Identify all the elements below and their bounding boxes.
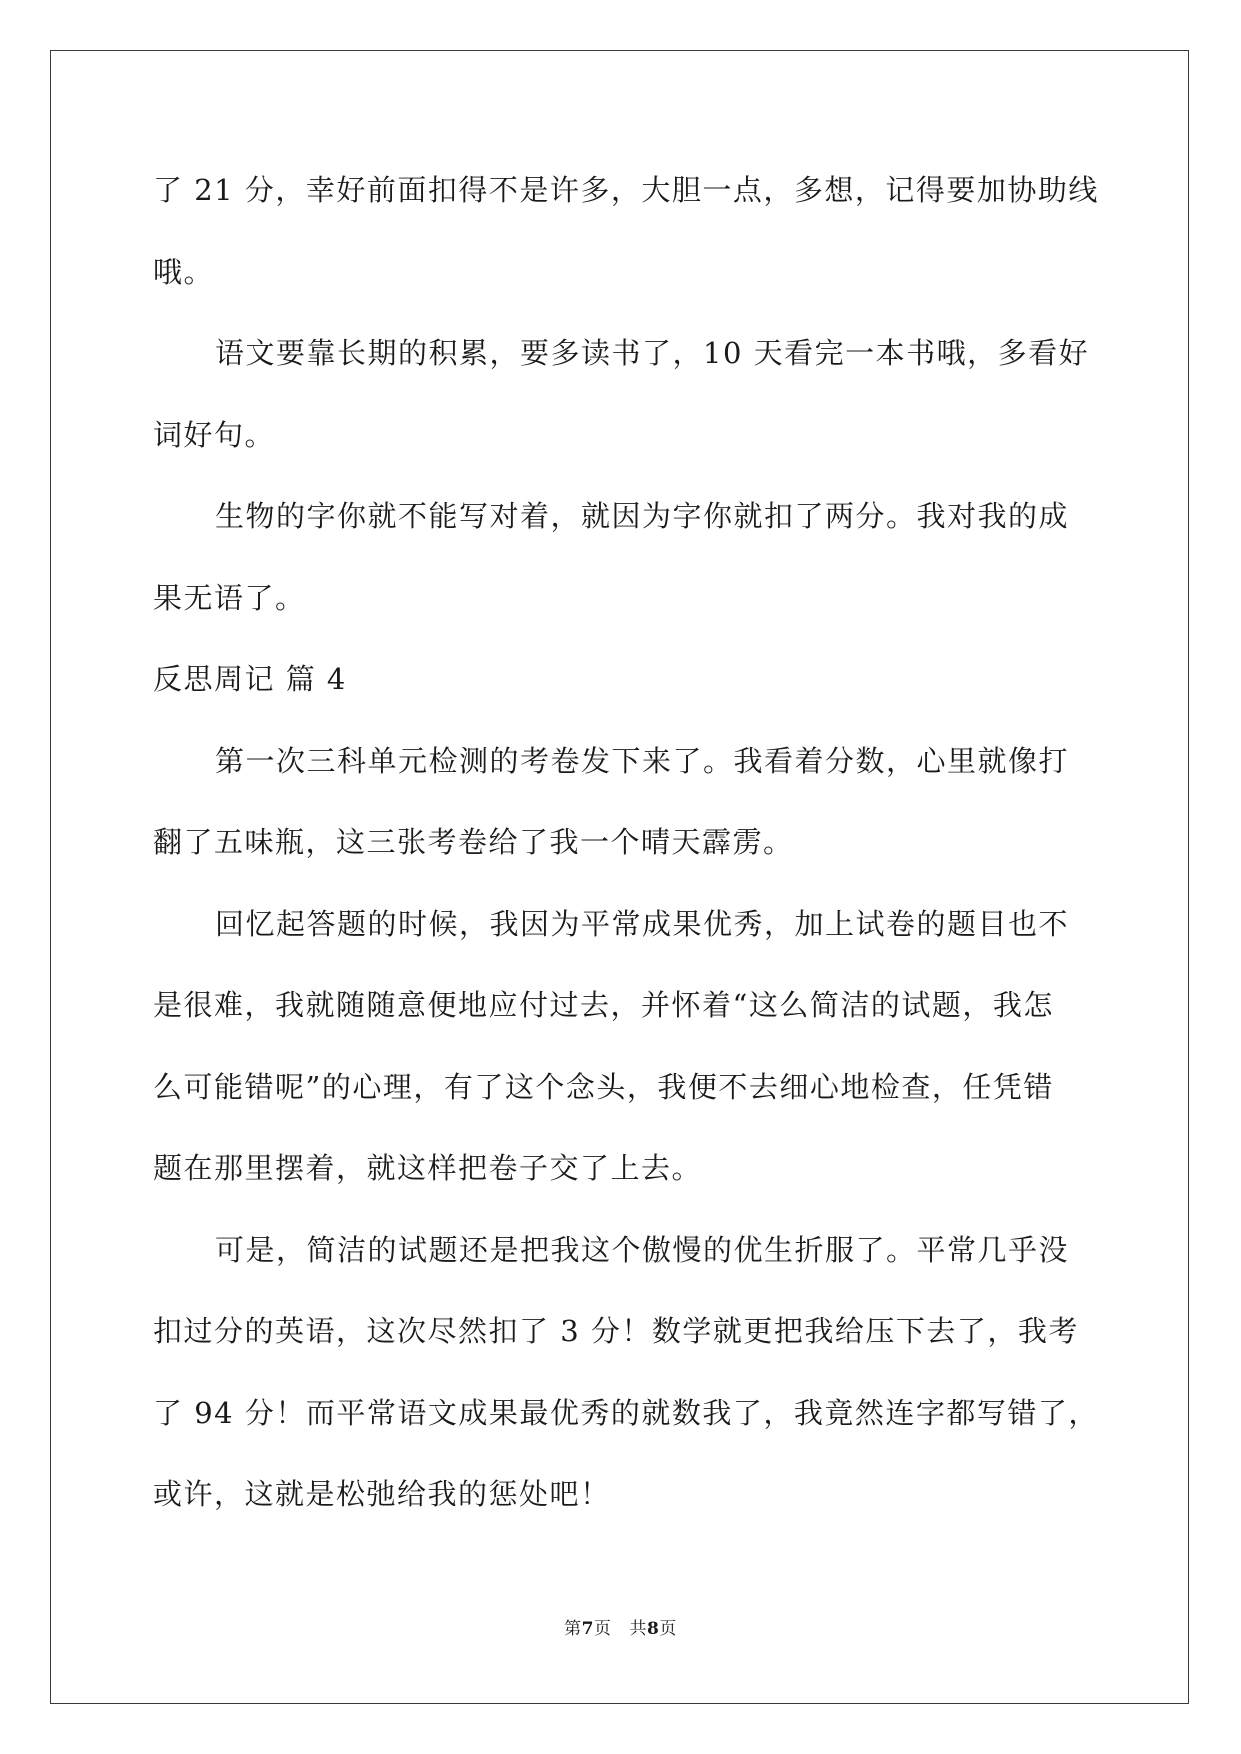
paragraph-line: 回忆起答题的时候，我因为平常成果优秀，加上试卷的题目也不 <box>215 906 1070 941</box>
paragraph-line: 么可能错呢”的心理，有了这个念头，我便不去细心地检查，任凭错 <box>153 1069 1054 1104</box>
page-footer <box>0 1614 1241 1639</box>
paragraph-line: 语文要靠长期的积累，要多读书了，10 天看完一本书哦，多看好 <box>215 336 1090 370</box>
paragraph-line: 哦。 <box>153 254 215 289</box>
paragraph-line: 扣过分的英语，这次尽然扣了 3 分！数学就更把我给压下去了，我考 <box>153 1314 1079 1348</box>
document-body <box>153 160 1099 1546</box>
paragraph-line: 了 21 分，幸好前面扣得不是许多，大胆一点，多想，记得要加协助线 <box>153 173 1099 207</box>
total-prefix: 共 <box>629 1619 647 1639</box>
paragraph-line: 可是，简洁的试题还是把我这个傲慢的优生折服了。平常几乎没 <box>215 1232 1070 1267</box>
paragraph-line: 翻了五味瓶，这三张考卷给了我一个晴天霹雳。 <box>153 825 794 859</box>
paragraph-line: 第一次三科单元检测的考卷发下来了。我看着分数，心里就像打 <box>215 743 1070 778</box>
paragraph-line: 词好句。 <box>153 417 276 452</box>
paragraph-line: 果无语了。 <box>153 580 306 615</box>
section-heading: 反思周记 篇 4 <box>153 662 347 696</box>
paragraph-line: 或许，这就是松弛给我的惩处吧！ <box>153 1477 611 1511</box>
page-total: 8 <box>647 1619 660 1639</box>
paragraph-line: 题在那里摆着，就这样把卷子交了上去。 <box>153 1151 703 1185</box>
paragraph-line: 了 94 分！而平常语文成果最优秀的就数我了，我竟然连字都写错了， <box>153 1395 1099 1430</box>
page-suffix: 页 <box>594 1619 612 1639</box>
page-prefix: 第 <box>564 1619 582 1639</box>
paragraph-line: 生物的字你就不能写对着，就因为字你就扣了两分。我对我的成 <box>215 499 1070 533</box>
paragraph-line: 是很难，我就随随意便地应付过去，并怀着“这么简洁的试题，我怎 <box>153 988 1054 1022</box>
page-current: 7 <box>581 1619 594 1639</box>
total-suffix: 页 <box>659 1619 677 1639</box>
